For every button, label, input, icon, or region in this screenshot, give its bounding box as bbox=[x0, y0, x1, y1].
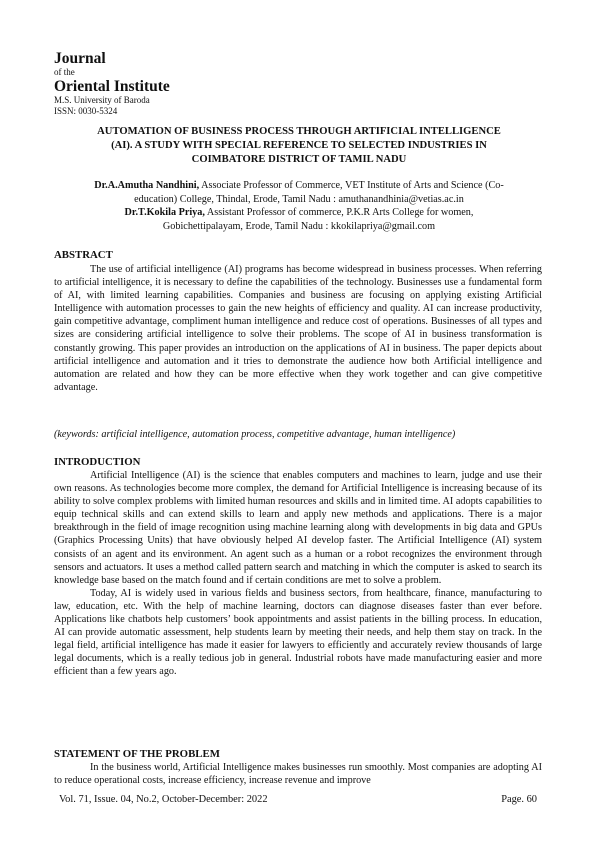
title-line: (AI). A STUDY WITH SPECIAL REFERENCE TO SELECTED INDUSTRIES IN bbox=[111, 140, 487, 151]
title-line: COIMBATORE DISTRICT OF TAMIL NADU bbox=[191, 154, 407, 165]
introduction-paragraph-2: Today, AI is widely used in various fields and business sectors, from healthcare, finance, manufacturing to law, education, etc. With the help of machine learning, doctors can diagnose diseases faster than ever before. Applications like chatbots help customers’ book appointments and assist patients in the billing process. In education, AI can provide automatic assessment, help students learn by meeting their needs, and help them stay on track. In the legal field, artificial intelligence has made it easier for lawyers to efficiently and accurately review thousands of large legal documents, which is a really tedious job in general. Industrial robots have made manufacturing easier and more efficient than a few years ago. bbox=[54, 587, 542, 678]
masthead-of-the: of the bbox=[54, 66, 75, 77]
author-2-affiliation: Assistant Professor of commerce, P.K.R Arts College for women, bbox=[204, 207, 474, 219]
author-1-line-2: education) College, Thindal, Erode, Tamil Nadu : amuthanandhinia@vetias.ac.in bbox=[134, 193, 464, 205]
journal-masthead bbox=[54, 51, 170, 117]
masthead-journal: Journal bbox=[54, 50, 106, 67]
title-line: AUTOMATION OF BUSINESS PROCESS THROUGH ARTIFICIAL INTELLIGENCE bbox=[97, 126, 501, 137]
author-2-name: Dr.T.Kokila Priya, bbox=[124, 207, 205, 219]
author-1-affiliation: Associate Professor of Commerce, VET Institute of Arts and Science (Co- bbox=[199, 180, 504, 191]
footer-volume: Vol. 71, Issue. 04, No.2, October-December: 2022 bbox=[59, 794, 268, 805]
paper-title bbox=[60, 125, 538, 167]
masthead-issn: ISSN: 0030-5324 bbox=[54, 105, 118, 116]
masthead-institute: Oriental Institute bbox=[54, 77, 170, 95]
abstract-body bbox=[54, 263, 542, 394]
author-block bbox=[54, 179, 544, 233]
masthead-university: M.S. University of Baroda bbox=[54, 95, 150, 105]
statement-paragraph-1: In the business world, Artificial Intelligence makes businesses run smoothly. Most companies are adopting AI to reduce operational costs, increase efficiency, increase revenue and improve bbox=[54, 762, 542, 787]
statement-body bbox=[54, 761, 542, 787]
statement-heading: STATEMENT OF THE PROBLEM bbox=[54, 748, 220, 760]
author-1-name: Dr.A.Amutha Nandhini, bbox=[94, 180, 200, 191]
introduction-heading: INTRODUCTION bbox=[54, 456, 141, 468]
keywords: (keywords: artificial intelligence, automation process, competitive advantage, human intelligence) bbox=[54, 429, 456, 440]
author-2-line-2: Gobichettipalayam, Erode, Tamil Nadu : kkokilapriya@gmail.com bbox=[162, 220, 436, 232]
footer-page-number: Page. 60 bbox=[501, 794, 537, 805]
abstract-heading: ABSTRACT bbox=[54, 249, 113, 261]
author-1-line-1 bbox=[54, 179, 544, 193]
introduction-paragraph-1: Artificial Intelligence (AI) is the science that enables computers and machines to learn, judge and use their own reasons. As technologies become more complex, the demand for Artificial Intelligence is increasing because of its ability to solve complex problems with limited human resources and skills and in limited time. AI adopts capabilities to equip technical skills and can extend skills to learn and apply new methods and applications. There is a major breakthrough in the field of image recognition using machine learning along with developments in big data and GPUs (Graphics Processing Units) that have obviously helped AI develop faster. The Artificial Intelligence (AI) system consists of an agent and its environment. An agent such as a human or a robot recognizes the environment through sensors and actuators. It uses a method called pattern search and matching in which the computer is asked to search its knowledge base based on the match found and if certain conditions are met to solve a problem. bbox=[54, 470, 542, 586]
introduction-body bbox=[54, 469, 542, 679]
author-2-line-1 bbox=[54, 206, 544, 220]
page-footer bbox=[59, 794, 537, 805]
abstract-paragraph: The use of artificial intelligence (AI) programs has become widespread in business processes. When referring to artificial intelligence, it is necessary to define the capabilities of the technology. Businesses use a fundamental form of AI, with limited learning capabilities. Companies and business are focusing on applying existing Artificial Intelligence with automation processes to gain the new heights of efficiency and quality. AI can increase productivity, gain competitive advantage, compliment human intelligence and reduce cost of operations. Businesses of all types and sizes are considering artificial intelligence to solve their problems. The scope of AI in business transformation is constantly growing. This paper provides an introduction on the applications of AI in business. The paper depicts about artificial intelligence and automation and it tries to demonstrate the audience how both Artificial intelligence and automation are related and how they can be more effective when they work together and can give competitive advantage. bbox=[54, 264, 542, 393]
